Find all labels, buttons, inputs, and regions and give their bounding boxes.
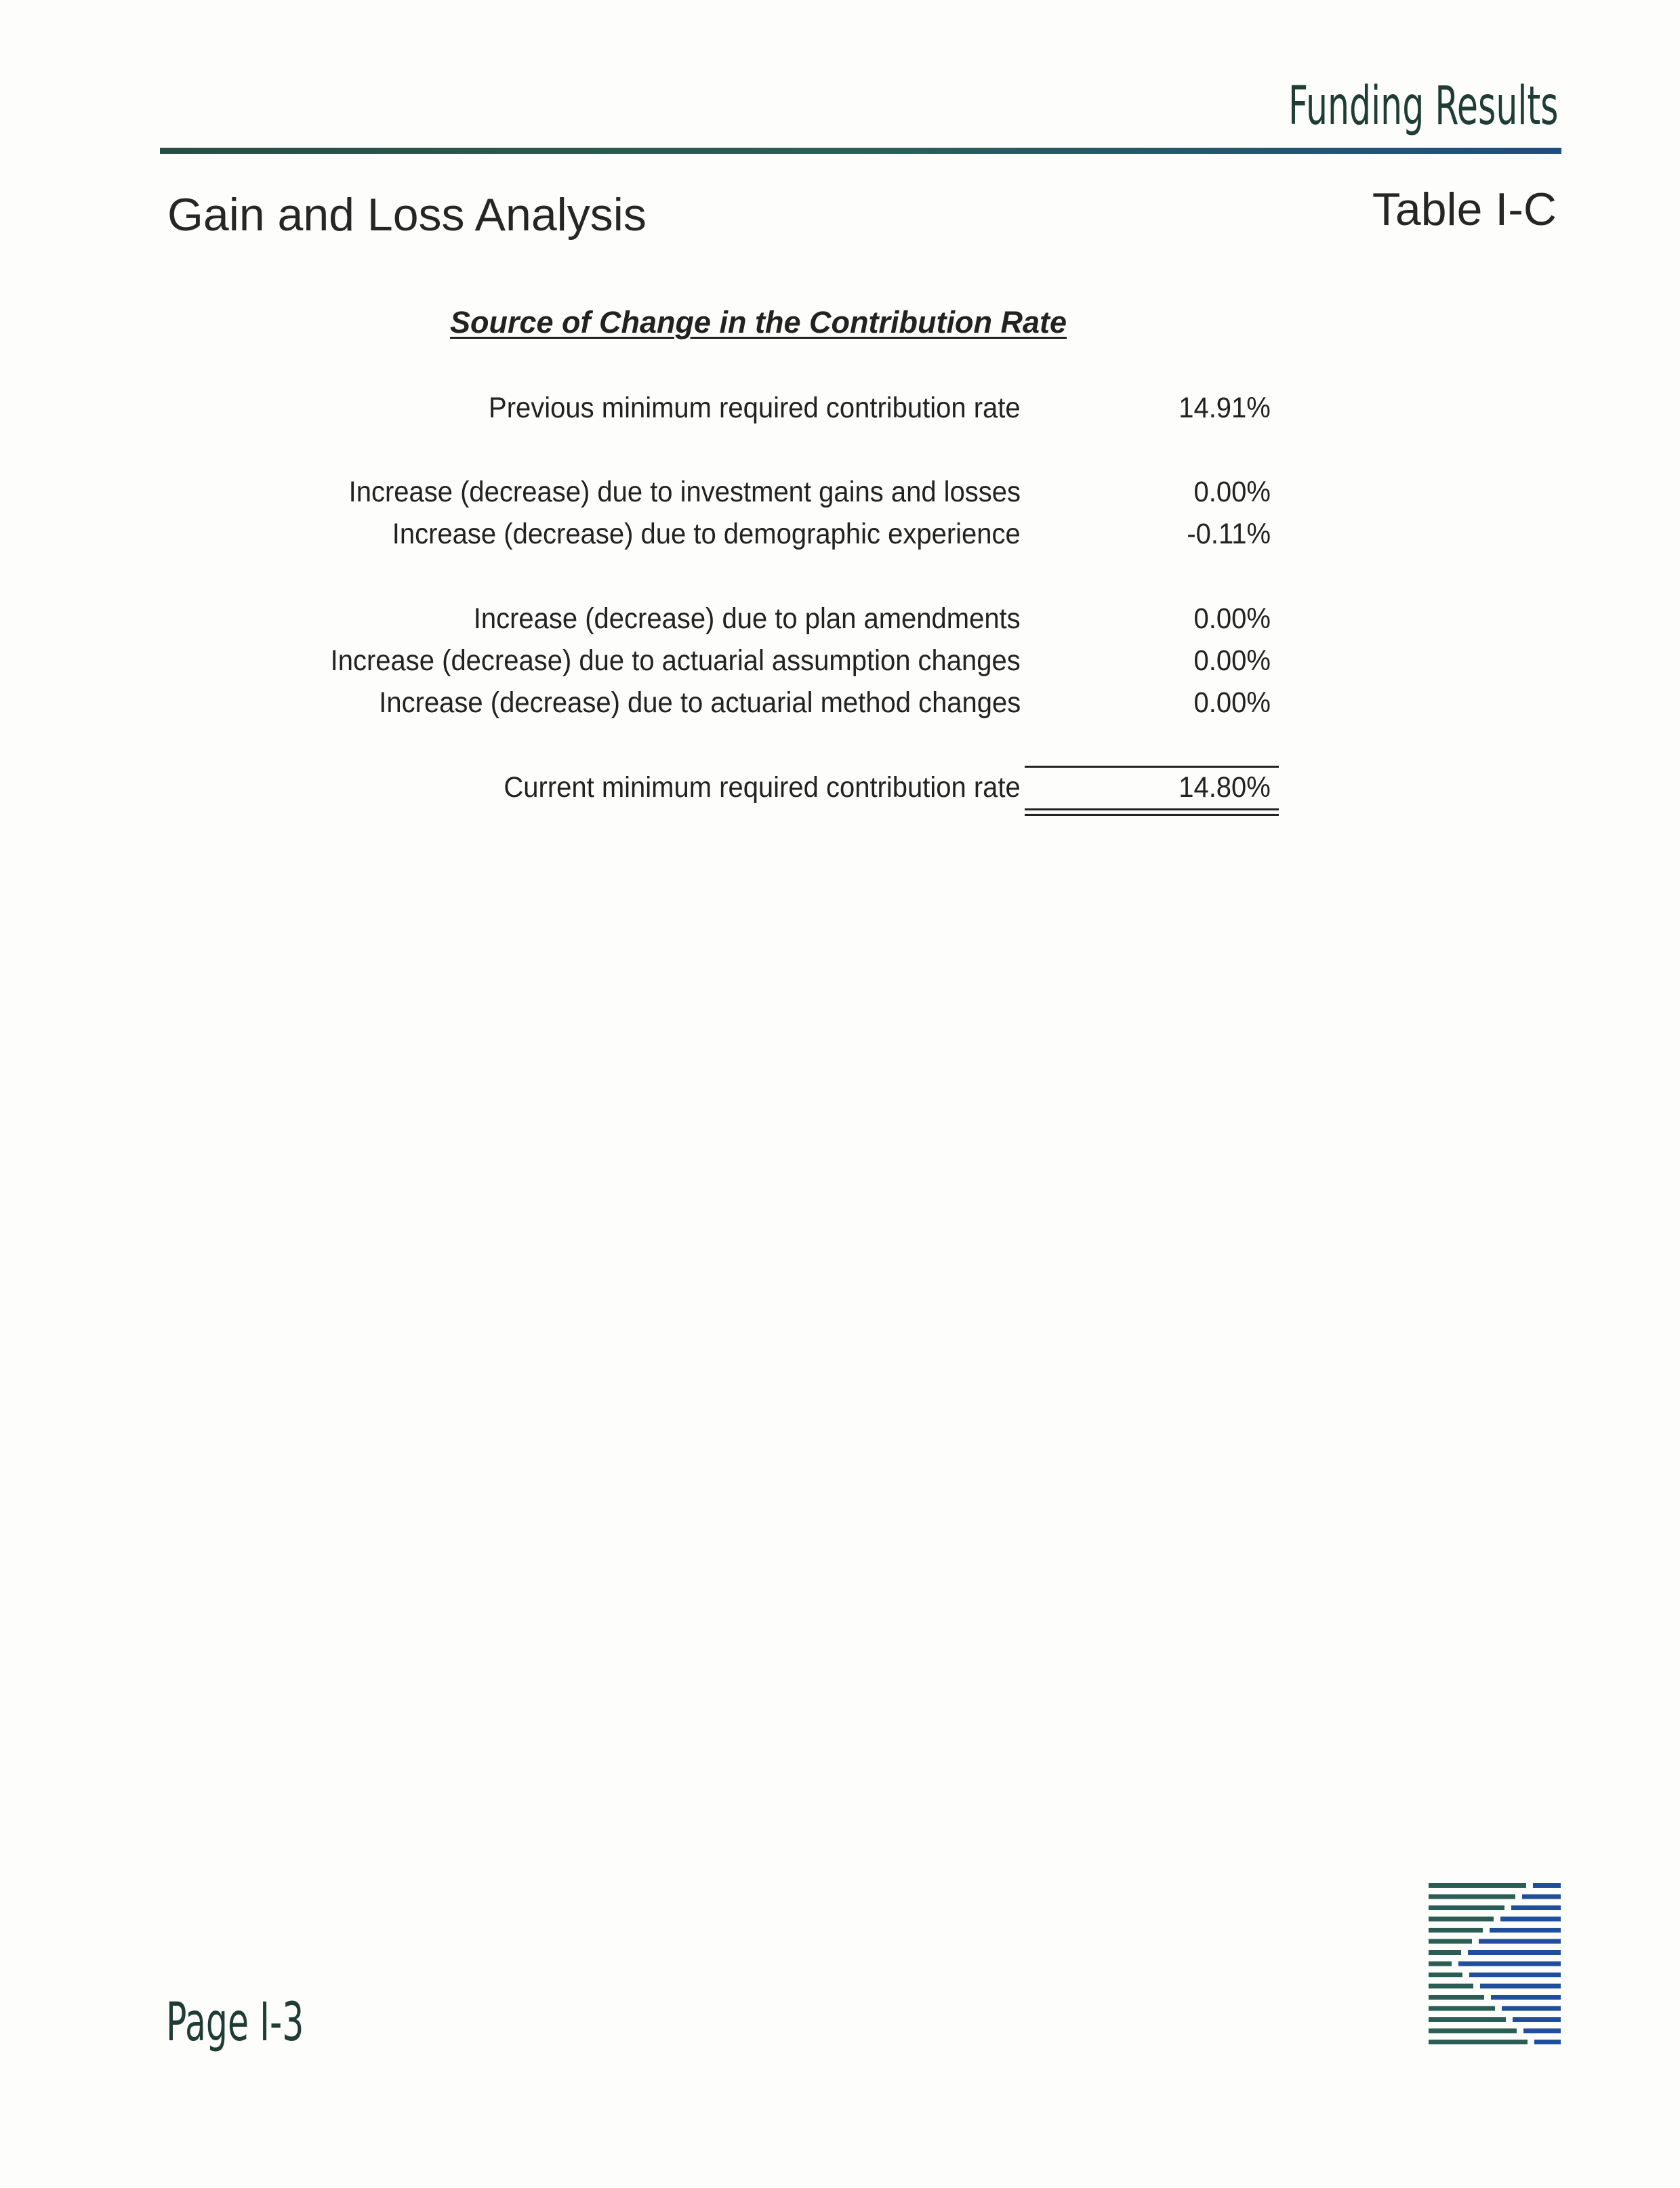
- logo-stripe-left: [1429, 2006, 1495, 2011]
- row-label-assumption-changes: Increase (decrease) due to actuarial assumption changes: [330, 644, 1021, 677]
- total-value: 14.80%: [1179, 771, 1271, 804]
- section-title: Funding Results: [1288, 76, 1559, 137]
- logo-stripe-right: [1458, 1962, 1561, 1966]
- page-number: Page I-3: [166, 1992, 304, 2053]
- row-value-assumption-changes: 0.00%: [1193, 644, 1271, 677]
- logo-stripe-left: [1429, 1883, 1526, 1888]
- logo-stripe-left: [1429, 1962, 1452, 1966]
- logo-stripe-right: [1534, 2040, 1561, 2044]
- logo-stripe-left: [1429, 1928, 1483, 1933]
- header-rule: [160, 148, 1561, 154]
- logo-stripe-left: [1429, 2017, 1506, 2022]
- row-label-previous-rate: Previous minimum required contribution rate: [489, 392, 1021, 424]
- striped-s-logo-icon: [1429, 1880, 1561, 2050]
- subtotal-rule: [1025, 766, 1279, 768]
- logo-stripe-left: [1429, 2040, 1528, 2044]
- logo-stripe-left: [1429, 1973, 1462, 1977]
- row-value-previous-rate: 14.91%: [1179, 392, 1271, 424]
- row-value-investment: 0.00%: [1193, 476, 1271, 508]
- logo-stripe-right: [1490, 1928, 1561, 1933]
- table-heading: Source of Change in the Contribution Rate: [450, 305, 1067, 339]
- row-label-plan-amendments: Increase (decrease) due to plan amendments: [474, 602, 1021, 635]
- row-value-method-changes: 0.00%: [1193, 686, 1271, 719]
- total-double-rule-bottom: [1025, 814, 1279, 816]
- total-label: Current minimum required contribution rate: [504, 771, 1021, 804]
- table-id: Table I-C: [1372, 184, 1557, 235]
- logo-stripe-right: [1500, 1917, 1561, 1922]
- logo-stripe-right: [1502, 2006, 1561, 2011]
- row-value-plan-amendments: 0.00%: [1193, 602, 1271, 635]
- logo-stripe-right: [1479, 1939, 1561, 1944]
- row-label-demographic: Increase (decrease) due to demographic experience: [392, 518, 1021, 550]
- logo-stripe-right: [1523, 2029, 1561, 2034]
- logo-stripe-left: [1429, 1905, 1504, 1910]
- logo-stripe-right: [1511, 1905, 1561, 1910]
- logo-stripe-left: [1429, 2029, 1517, 2034]
- row-value-demographic: -0.11%: [1187, 518, 1271, 550]
- logo-stripe-right: [1491, 1995, 1561, 2000]
- row-label-investment: Increase (decrease) due to investment gains and losses: [348, 476, 1021, 508]
- logo-stripe-right: [1513, 2017, 1561, 2022]
- logo-stripe-right: [1469, 1973, 1561, 1977]
- logo-stripe-left: [1429, 1939, 1472, 1944]
- logo-stripe-left: [1429, 1917, 1494, 1922]
- row-label-method-changes: Increase (decrease) due to actuarial method changes: [378, 686, 1021, 719]
- total-double-rule-top: [1025, 808, 1279, 810]
- logo-stripe-right: [1522, 1895, 1561, 1899]
- logo-stripe-left: [1429, 1895, 1515, 1899]
- logo-stripe-left: [1429, 1995, 1484, 2000]
- logo-stripe-right: [1468, 1950, 1561, 1955]
- logo-stripe-right: [1533, 1883, 1561, 1888]
- logo-stripe-right: [1480, 1984, 1561, 1989]
- page-title: Gain and Loss Analysis: [167, 189, 647, 241]
- logo-stripe-left: [1429, 1984, 1473, 1989]
- logo-stripe-left: [1429, 1950, 1461, 1955]
